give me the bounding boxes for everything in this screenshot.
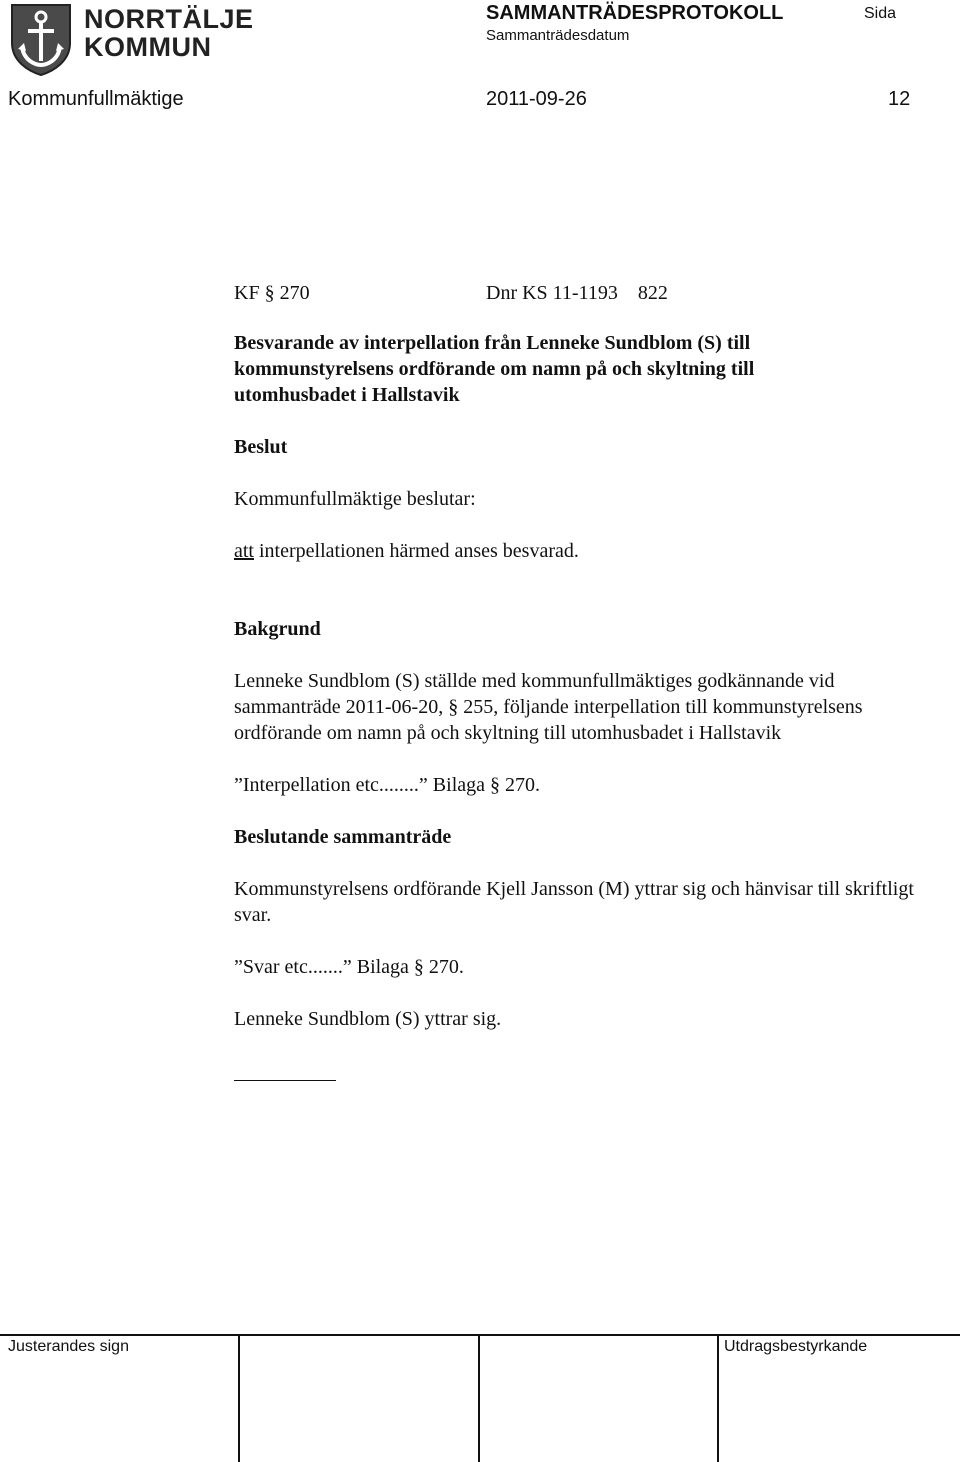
beslut-decision [234, 538, 934, 564]
dnr-reference: Dnr KS 11-1193 822 [486, 282, 668, 304]
svar-attachment-ref: ”Svar etc.......” Bilaga § 270. [234, 956, 464, 978]
justerandes-sign-label: Justerandes sign [8, 1338, 129, 1355]
beslutande-heading: Beslutande sammanträde [234, 826, 452, 848]
kf-reference: KF § 270 [234, 282, 310, 304]
beslut-text: interpellationen härmed anses besvarad. [254, 540, 579, 562]
signature-box-divider [238, 1335, 240, 1462]
page-label: Sida [864, 5, 897, 22]
protocol-subtitle: Sammanträdesdatum [486, 27, 630, 44]
section-end-rule [234, 1080, 336, 1081]
page-number: 12 [888, 88, 911, 110]
assembly-name: Kommunfullmäktige [8, 88, 184, 110]
beslut-intro: Kommunfullmäktige beslutar: [234, 488, 476, 510]
signature-box-divider [717, 1335, 719, 1462]
municipality-logo-text [84, 5, 254, 61]
logo-line-1: NORRTÄLJE [84, 4, 254, 34]
closing-text: Lenneke Sundblom (S) yttrar sig. [234, 1008, 502, 1030]
bakgrund-text: Lenneke Sundblom (S) ställde med kommunfullmäktiges godkännande vid sammanträde 2011-06-20, § 255, följande interpellation till kommunstyrelsens ordförande om namn på och skyltning till utomhusbadet i Hallstavik [234, 670, 863, 744]
meeting-date: 2011-09-26 [486, 88, 587, 110]
utdragsbestyrkande-label: Utdragsbestyrkande [724, 1338, 868, 1355]
signature-box-divider [478, 1335, 480, 1462]
bakgrund-heading: Bakgrund [234, 618, 321, 640]
footer-rule [0, 1334, 960, 1336]
beslutande-text: Kommunstyrelsens ordförande Kjell Jansson (M) yttrar sig och hänvisar till skriftligt svar. [234, 878, 914, 926]
document-title: Besvarande av interpellation från Lenneke Sundblom (S) till kommunstyrelsens ordförande om namn på och skyltning till utomhusbadet i Hallstavik [234, 332, 755, 406]
protocol-title: SAMMANTRÄDESPROTOKOLL [486, 2, 784, 24]
logo-line-2: KOMMUN [84, 32, 212, 62]
bakgrund-attachment-ref: ”Interpellation etc........” Bilaga § 270. [234, 774, 541, 796]
beslut-heading: Beslut [234, 436, 288, 458]
norrtalje-coat-of-arms-icon [10, 3, 72, 77]
beslut-att: att [234, 540, 254, 562]
